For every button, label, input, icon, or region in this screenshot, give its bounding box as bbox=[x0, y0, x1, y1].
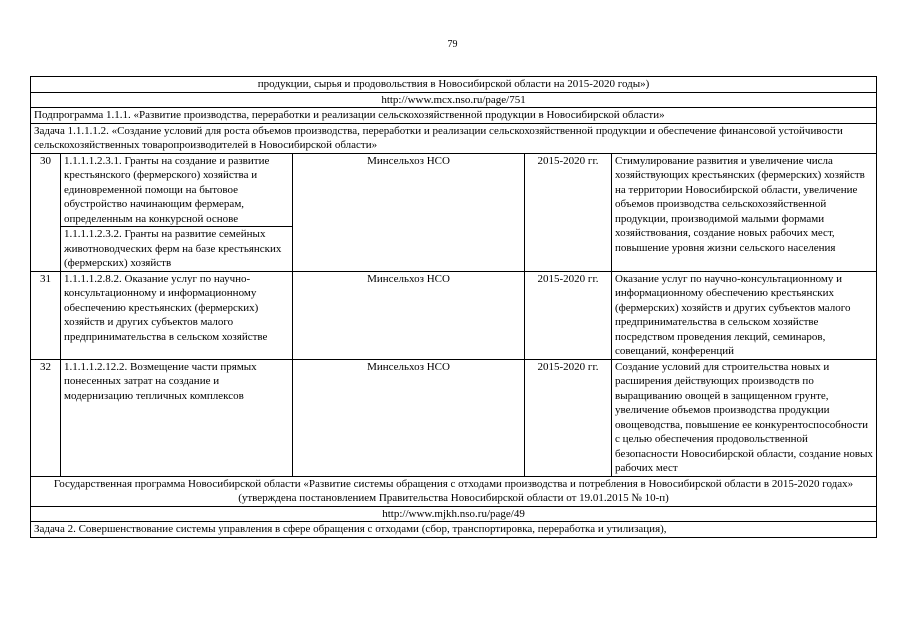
program-table bbox=[30, 76, 877, 538]
subprogram-title: Подпрограмма 1.1.1. «Развитие производства, переработки и реализации сельскохозяйственной продукции в Новосибирской области» bbox=[31, 108, 877, 124]
responsible-cell: Минсельхоз НСО bbox=[293, 271, 525, 359]
task2-row bbox=[31, 522, 877, 538]
result-cell: Создание условий для строительства новых и расширения действующих производств по выращиванию овощей в защищенном грунте, увеличение объемов производства продукции овощеводства, повышение ее конкурентоспособности с целью обеспечения продовольственной безопасности Новосибирской области, создание новых рабочих мест bbox=[612, 359, 877, 476]
url2-row bbox=[31, 506, 877, 522]
row-number: 31 bbox=[31, 271, 61, 359]
period-cell: 2015-2020 гг. bbox=[525, 359, 612, 476]
measure-cell: 1.1.1.1.2.3.2. Гранты на развитие семейных животноводческих ферм на базе крестьянских (фермерских) хозяйств bbox=[61, 227, 293, 272]
responsible-cell: Минсельхоз НСО bbox=[293, 359, 525, 476]
period-cell: 2015-2020 гг. bbox=[525, 153, 612, 271]
program-title-end: продукции, сырья и продовольствия в Новосибирской области на 2015-2020 годы») bbox=[31, 77, 877, 93]
result-cell: Стимулирование развития и увеличение числа хозяйствующих крестьянских (фермерских) хозяйств на территории Новосибирской области, увеличение объемов производства сельскохозяйственной продукции, производимой малыми формами хозяйствования, создание новых рабочих мест, повышение уровня жизни сельского населения bbox=[612, 153, 877, 271]
task-row bbox=[31, 123, 877, 153]
program2-url: http://www.mjkh.nso.ru/page/49 bbox=[31, 506, 877, 522]
responsible-cell: Минсельхоз НСО bbox=[293, 153, 525, 271]
subprogram-row bbox=[31, 108, 877, 124]
task2-title: Задача 2. Совершенствование системы управления в сфере обращения с отходами (сбор, транспортировка, переработка и утилизация), bbox=[31, 522, 877, 538]
period-cell: 2015-2020 гг. bbox=[525, 271, 612, 359]
page-number: 79 bbox=[447, 39, 458, 50]
program2-row bbox=[31, 476, 877, 506]
table-row bbox=[31, 271, 877, 359]
measure-cell: 1.1.1.1.2.12.2. Возмещение части прямых понесенных затрат на создание и модернизацию тепличных комплексов bbox=[61, 359, 293, 476]
row-number: 30 bbox=[31, 153, 61, 271]
measure-cell: 1.1.1.1.2.3.1. Гранты на создание и развитие крестьянского (фермерского) хозяйства и единовременной помощи на бытовое обустройство начинающим фермерам, определенным на конкурсной основе bbox=[61, 153, 293, 227]
table-row bbox=[31, 153, 877, 227]
program-url: http://www.mcx.nso.ru/page/751 bbox=[31, 92, 877, 108]
result-cell: Оказание услуг по научно-консультационному и информационному обеспечению крестьянских (фермерских) хозяйств и других субъектов малого предпринимательства в сельском хозяйстве посредством проведения лекций, семинаров, совещаний, конференций bbox=[612, 271, 877, 359]
url-row bbox=[31, 92, 877, 108]
row-number: 32 bbox=[31, 359, 61, 476]
program-title-row bbox=[31, 77, 877, 93]
program2-title: Государственная программа Новосибирской области «Развитие системы обращения с отходами производства и потребления в Новосибирской области в 2015-2020 годах» (утверждена постановлением Правительства Новосибирской области от 19.01.2015 № 10-п) bbox=[31, 476, 877, 506]
task-title: Задача 1.1.1.1.2. «Создание условий для роста объемов производства, переработки и реализации сельскохозяйственной продукции и обеспечение финансовой устойчивости сельскохозяйственных товаропроизводителей в Новосибирской области» bbox=[31, 123, 877, 153]
measure-cell: 1.1.1.1.2.8.2. Оказание услуг по научно-консультационному и информационному обеспечению крестьянских (фермерских) хозяйств и других субъектов малого предпринимательства в сельском хозяйстве bbox=[61, 271, 293, 359]
table-row bbox=[31, 359, 877, 476]
